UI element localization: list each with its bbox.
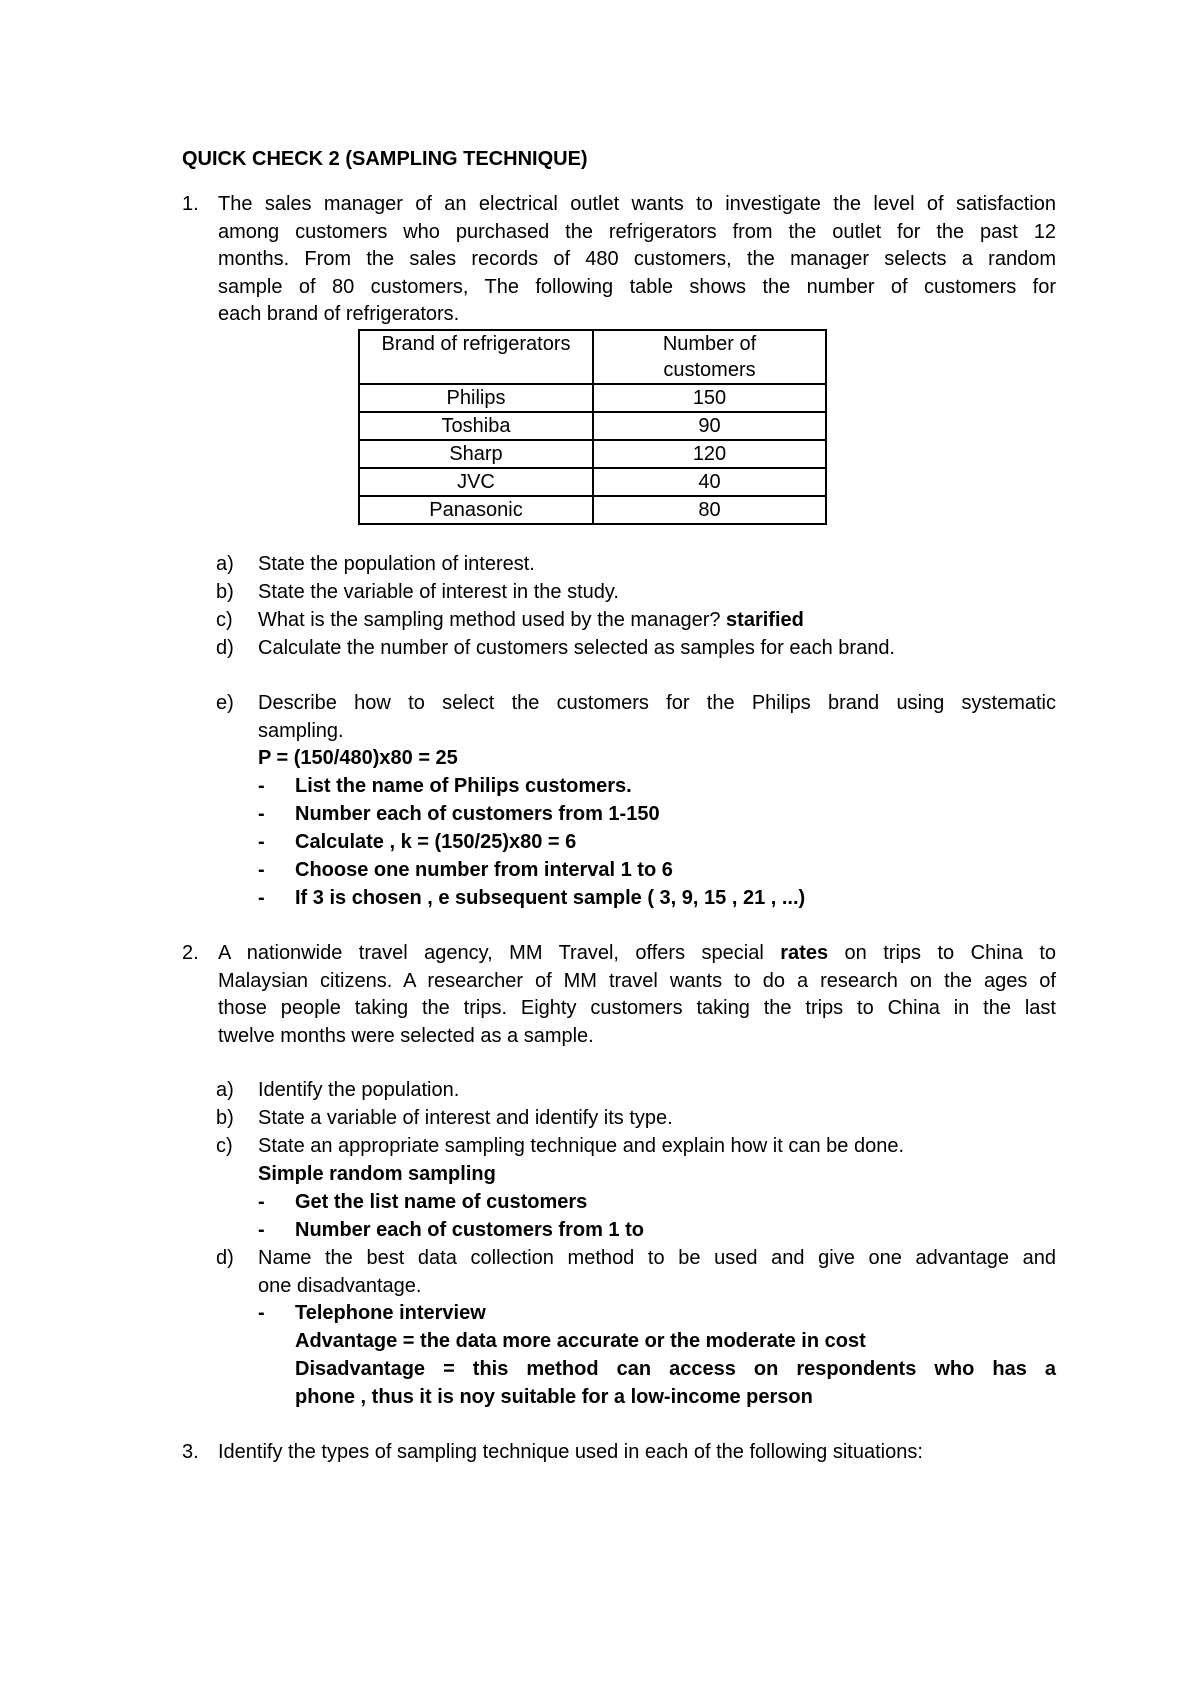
- table-row: [359, 384, 826, 412]
- question-2-line: Malaysian citizens. A researcher of MM travel wants to do a research on the ages of: [218, 969, 1056, 992]
- table-cell-count: 80: [593, 496, 826, 524]
- question-2-line: twelve months were selected as a sample.: [218, 1024, 594, 1047]
- table-row: [359, 468, 826, 496]
- q2-part-d-label: d): [216, 1247, 234, 1269]
- bullet-dash: -: [258, 1191, 265, 1213]
- q1-step: If 3 is chosen , e subsequent sample ( 3, 9, 15 , 21 , ...): [295, 887, 806, 909]
- question-2-line1-bold: rates: [780, 942, 829, 964]
- table-header-brand: Brand of refrigerators: [359, 330, 593, 384]
- question-2-number: 2.: [182, 942, 199, 964]
- table-cell-count: 40: [593, 468, 826, 496]
- q1-part-c: [258, 610, 804, 630]
- question-2-line: those people taking the trips. Eighty customers taking the trips to China in the last: [218, 997, 1056, 1020]
- q1-part-e-line: sampling.: [258, 719, 344, 742]
- q1-part-e-text: [258, 690, 1056, 745]
- bullet-dash: -: [258, 803, 265, 825]
- q1-part-a-text: State the population of interest.: [258, 553, 535, 575]
- q2-part-d-advantage: Advantage = the data more accurate or the moderate in cost: [295, 1330, 866, 1352]
- table-header-customers: [593, 330, 826, 384]
- q2-part-d-text: [258, 1245, 1056, 1300]
- q2-part-c-label: c): [216, 1135, 233, 1157]
- question-3-number: 3.: [182, 1441, 199, 1463]
- q1-step: List the name of Philips customers.: [295, 775, 632, 797]
- table-cell-count: 150: [593, 384, 826, 412]
- bullet-dash: -: [258, 1219, 265, 1241]
- question-1-line: sample of 80 customers, The following table shows the number of customers for: [218, 275, 1056, 298]
- question-1-line: months. From the sales records of 480 customers, the manager selects a random: [218, 248, 1056, 271]
- page-title: QUICK CHECK 2 (SAMPLING TECHNIQUE): [182, 148, 588, 170]
- q2-part-b-label: b): [216, 1107, 234, 1129]
- q2-part-d-disadvantage-line: Disadvantage = this method can access on respondents who has a: [295, 1358, 1056, 1380]
- bullet-dash: -: [258, 1302, 265, 1324]
- table-row: [359, 496, 826, 524]
- question-1-line: among customers who purchased the refrigerators from the outlet for the past 12: [218, 220, 1056, 243]
- q1-part-e-label: e): [216, 692, 234, 714]
- question-3-text: Identify the types of sampling technique used in each of the following situations:: [218, 1441, 923, 1463]
- q2-part-d-line: Name the best data collection method to be used and give one advantage and: [258, 1247, 1056, 1269]
- q1-part-c-text: What is the sampling method used by the manager?: [258, 609, 721, 631]
- question-1-line: The sales manager of an electrical outlet wants to investigate the level of satisfaction: [218, 193, 1056, 215]
- q1-step: Choose one number from interval 1 to 6: [295, 859, 673, 881]
- q1-part-d-label: d): [216, 637, 234, 659]
- table-row: [359, 412, 826, 440]
- q1-step: Calculate , k = (150/25)x80 = 6: [295, 831, 577, 853]
- q1-part-c-answer: starified: [726, 609, 804, 631]
- table-cell-brand: Philips: [359, 384, 593, 412]
- q2-part-d-method: Telephone interview: [295, 1302, 486, 1324]
- q2-part-d-line: one disadvantage.: [258, 1274, 422, 1297]
- table-header-customers-text: Number of customers: [662, 333, 757, 381]
- q1-part-a-label: a): [216, 553, 234, 575]
- q2-part-c-answer: Simple random sampling: [258, 1163, 496, 1185]
- table-cell-count: 120: [593, 440, 826, 468]
- q1-step: Number each of customers from 1-150: [295, 803, 660, 825]
- q1-part-e-formula: P = (150/480)x80 = 25: [258, 747, 458, 769]
- q2-part-b-text: State a variable of interest and identify its type.: [258, 1107, 673, 1129]
- question-2-text: [218, 940, 1056, 1050]
- refrigerator-table: [358, 329, 827, 525]
- q1-part-e-line: Describe how to select the customers for the Philips brand using systematic: [258, 692, 1056, 714]
- question-1-number: 1.: [182, 193, 199, 215]
- question-1-text: [218, 191, 1056, 329]
- table-cell-brand: Panasonic: [359, 496, 593, 524]
- q2-part-a-label: a): [216, 1079, 234, 1101]
- table-cell-brand: JVC: [359, 468, 593, 496]
- q2-step: Number each of customers from 1 to: [295, 1219, 644, 1241]
- q1-part-b-text: State the variable of interest in the study.: [258, 581, 619, 603]
- table-row: [359, 440, 826, 468]
- q1-part-b-label: b): [216, 581, 234, 603]
- table-cell-count: 90: [593, 412, 826, 440]
- q2-part-d-disadvantage-line: phone , thus it is noy suitable for a low-income person: [295, 1385, 813, 1408]
- table-header-row: [359, 330, 826, 384]
- bullet-dash: -: [258, 831, 265, 853]
- q2-part-d-disadvantage: [295, 1356, 1056, 1411]
- table-cell-brand: Sharp: [359, 440, 593, 468]
- q2-step: Get the list name of customers: [295, 1191, 588, 1213]
- q2-part-c-text: State an appropriate sampling technique and explain how it can be done.: [258, 1135, 905, 1157]
- question-2-line: [218, 940, 1056, 968]
- table-cell-brand: Toshiba: [359, 412, 593, 440]
- q2-part-a-text: Identify the population.: [258, 1079, 460, 1101]
- bullet-dash: -: [258, 887, 265, 909]
- q1-part-c-label: c): [216, 609, 233, 631]
- question-1-line: each brand of refrigerators.: [218, 303, 460, 326]
- question-2-line1-pre: A nationwide travel agency, MM Travel, offers special: [218, 942, 764, 964]
- bullet-dash: -: [258, 775, 265, 797]
- question-2-line1-post: on trips to China to: [844, 942, 1057, 964]
- q1-part-d-text: Calculate the number of customers selected as samples for each brand.: [258, 637, 895, 659]
- bullet-dash: -: [258, 859, 265, 881]
